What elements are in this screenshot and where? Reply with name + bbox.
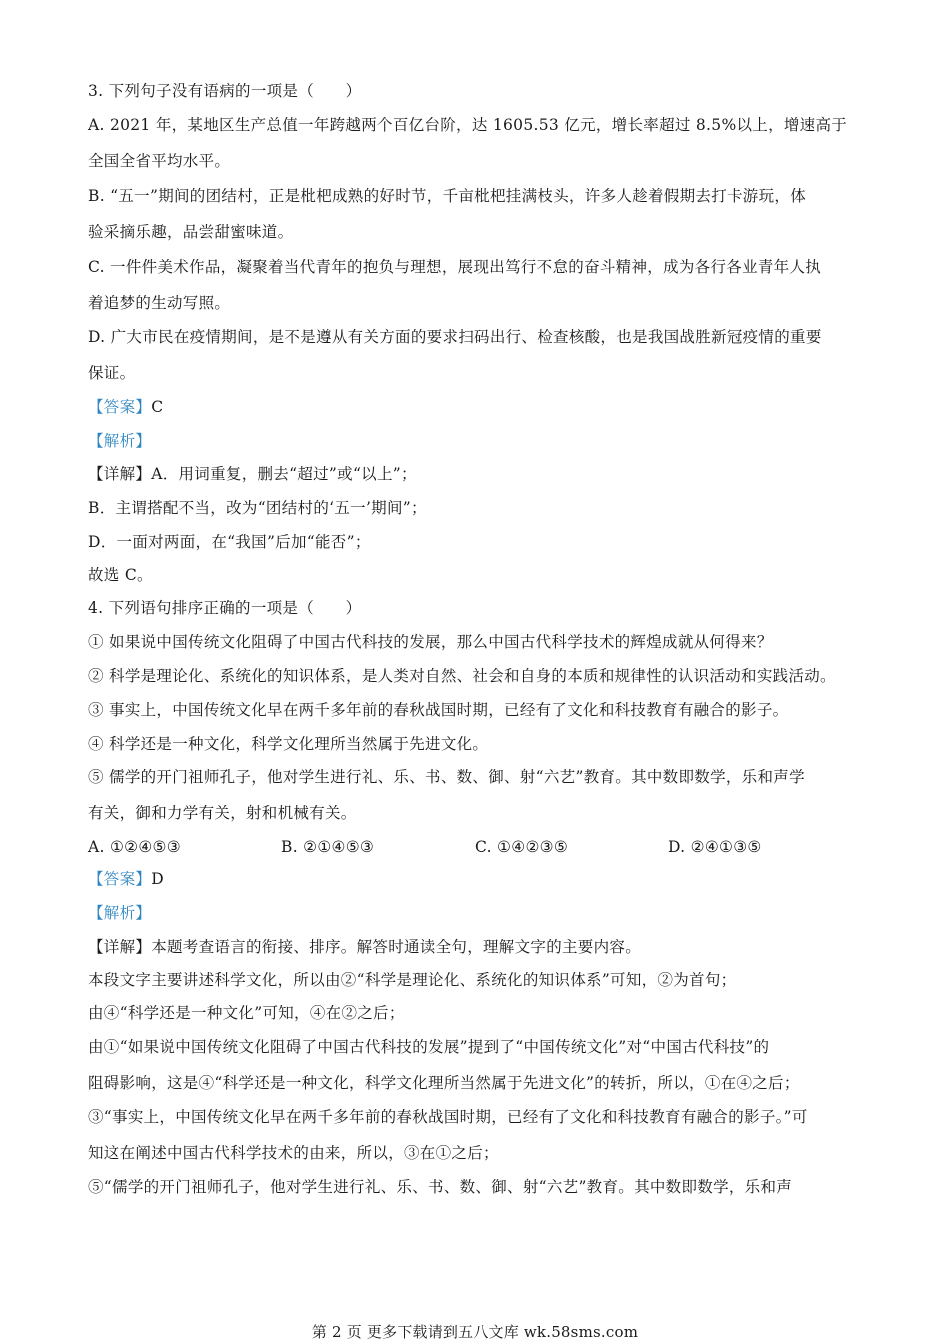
q4-paragraph-2: 由④“科学还是一种文化”可知，④在②之后； [88,1004,405,1022]
q4-paragraph-3-line2: 阻碍影响，这是④“科学还是一种文化，科学文化理所当然属于先进文化”的转折，所以，①在④之后； [88,1074,800,1092]
q3-option-c-line1: C. 一件件美术作品，凝聚着当代青年的抱负与理想，展现出笃行不怠的奋斗精神，成为各行各业青年人执 [88,258,822,276]
q4-paragraph-4-line2: 知这在阐述中国古代科学技术的由来，所以，③在①之后； [88,1144,499,1162]
detail-tag: 【详解】 [88,938,152,956]
q3-option-b-line2: 验采摘乐趣，品尝甜蜜味道。 [88,223,294,241]
q3-answer [88,396,868,418]
q4-sentence-2: ② 科学是理论化、系统化的知识体系，是人类对自然、社会和自身的本质和规律性的认识活动和实践活动。 [88,667,836,685]
answer-value: D [151,870,164,888]
detail-tag: 【详解】 [88,465,152,483]
question-4-stem: 4. 下列语句排序正确的一项是（ ） [88,599,362,617]
q4-sentence-5-line2: 有关，御和力学有关，射和机械有关。 [88,804,357,822]
q3-conclusion: 故选 C。 [88,566,153,584]
q4-paragraph-3-line1: 由①“如果说中国传统文化阻碍了中国古代科技的发展”提到了“中国传统文化”对“中国古代科技”的 [88,1038,770,1056]
q3-option-d-line1: D. 广大市民在疫情期间，是不是遵从有关方面的要求扫码出行、检查核酸，也是我国战胜新冠疫情的重要 [88,328,822,346]
q4-analysis [88,902,868,924]
q4-sentence-4: ④ 科学还是一种文化，科学文化理所当然属于先进文化。 [88,735,489,753]
answer-tag: 【答案】 [88,398,152,416]
q3-option-c-line2: 着追梦的生动写照。 [88,294,231,312]
q4-sentence-5-line1: ⑤ 儒学的开门祖师孔子，他对学生进行礼、乐、书、数、御、射“六艺”教育。其中数即数学，乐和声学 [88,768,805,786]
q4-option-c: C. ①④②③⑤ [475,838,569,856]
q3-analysis [88,430,868,452]
q4-answer [88,868,868,890]
analysis-tag: 【解析】 [88,904,152,922]
q3-option-a-line1: A. 2021 年，某地区生产总值一年跨越两个百亿台阶，达 1605.53 亿元，增长率超过 8.5%以上，增速高于 [88,116,848,134]
q4-paragraph-5: ⑤“儒学的开门祖师孔子，他对学生进行礼、乐、书、数、御、射“六艺”教育。其中数即数学，乐和声 [88,1178,793,1196]
analysis-tag: 【解析】 [88,432,152,450]
q4-sentence-3: ③ 事实上，中国传统文化早在两千多年前的春秋战国时期，已经有了文化和科技教育有融合的影子。 [88,701,789,719]
q3-option-a-line2: 全国全省平均水平。 [88,152,231,170]
q4-detail-intro [88,936,868,958]
q4-paragraph-4-line1: ③“事实上，中国传统文化早在两千多年前的春秋战国时期，已经有了文化和科技教育有融合的影子。”可 [88,1108,808,1126]
q3-option-b-line1: B. “五一”期间的团结村，正是枇杷成熟的好时节，千亩枇杷挂满枝头，许多人趁着假期去打卡游玩，体 [88,187,806,205]
detail-text: 本题考查语言的衔接、排序。解答时通读全句，理解文字的主要内容。 [151,938,642,956]
answer-value: C [151,398,164,416]
q4-paragraph-1: 本段文字主要讲述科学文化，所以由②“科学是理论化、系统化的知识体系”可知，②为首句； [88,971,737,989]
question-3-stem: 3. 下列句子没有语病的一项是（ ） [88,82,362,100]
q4-option-b: B. ②①④⑤③ [281,838,375,856]
q3-detail-1 [88,463,868,485]
q4-sentence-1: ① 如果说中国传统文化阻碍了中国古代科技的发展，那么中国古代科学技术的辉煌成就从何得来？ [88,633,773,651]
detail-text: A．用词重复，删去“超过”或“以上”； [151,465,417,483]
q3-option-d-line2: 保证。 [88,364,136,382]
page-footer: 第 2 页 更多下载请到五八文库 wk.58sms.com [311,1323,639,1341]
q3-detail-3: D．一面对两面，在“我国”后加“能否”； [88,533,371,551]
answer-tag: 【答案】 [88,870,152,888]
q4-option-a: A. ①②④⑤③ [88,838,181,856]
q4-option-d: D. ②④①③⑤ [668,838,762,856]
q3-detail-2: B．主谓搭配不当，改为“团结村的‘五一’期间”； [88,499,427,517]
